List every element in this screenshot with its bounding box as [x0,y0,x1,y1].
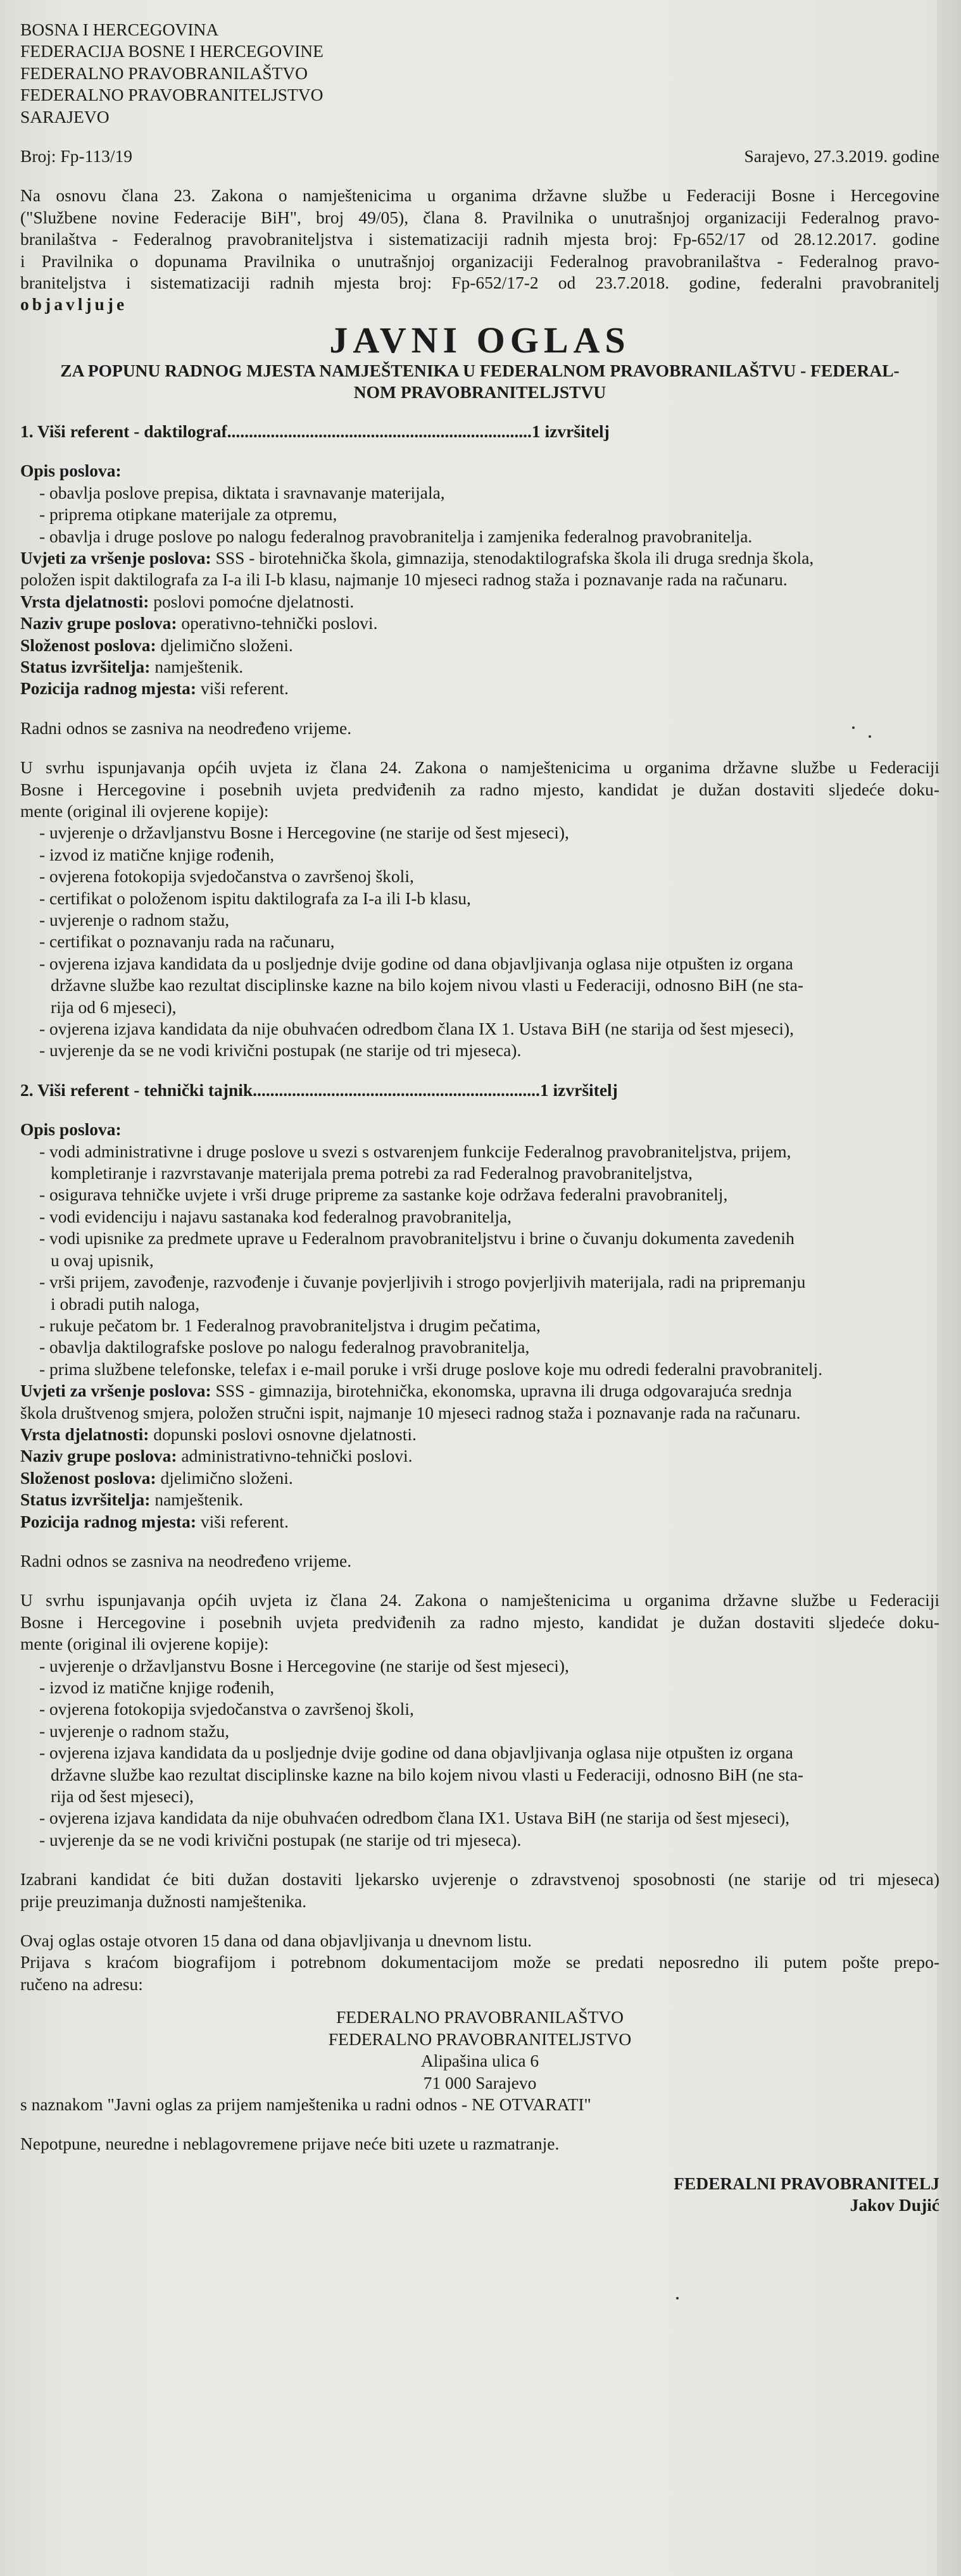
document-item: - ovjerena izjava kandidata da u posljednje dvije godine od dana objavljivanja oglasa nije otpušten iz organa [39,1743,793,1763]
employment-type: Radni odnos se zasniva na neodređeno vrijeme. [20,718,352,738]
position-heading: 2. Viši referent - tehnički tajnik..................................................................1 izvršitelj [20,1080,618,1100]
intro-line: braniteljstva i sistematizaciji radnih mjesta broj: Fp-652/17-2 od 23.7.2018. godine, federalni pravobranitelj [20,273,939,293]
job-position [20,678,939,699]
address-line: FEDERALNO PRAVOBRANILAŠTVO [336,2007,624,2027]
address-block [20,2007,939,2094]
job-position [20,1511,939,1533]
subtitle-line: ZA POPUNU RADNOG MJESTA NAMJEŠTENIKA U FEDERALNOM PRAVOBRANILAŠTVU - FEDERAL- [60,360,900,380]
job-position-label: Pozicija radnog mjesta: [20,1511,196,1531]
job-group-label: Naziv grupe poslova: [20,1446,177,1466]
complexity-label: Složenost poslova: [20,1467,156,1488]
job-position-label: Pozicija radnog mjesta: [20,678,196,699]
activity-type-value: poslovi pomoćne djelatnosti. [149,591,355,611]
document-item: - uvjerenje o državljanstvu Bosne i Hercegovine (ne starije od šest mjeseci), [39,823,569,843]
executor-status-value: namještenik. [150,1490,244,1510]
reference-number: Broj: Fp-113/19 [20,146,132,166]
opis-label: Opis poslova: [20,461,122,481]
executor-status [20,1489,939,1510]
duty-item: - rukuje pečatom br. 1 Federalnog pravobraniteljstva i drugim pečatima, [39,1315,541,1335]
requirements-label: Uvjeti za vršenje poslova: [20,1381,211,1401]
job-group [20,613,939,634]
document-item: - uvjerenje o radnom stažu, [39,1720,230,1741]
complexity-label: Složenost poslova: [20,635,156,655]
position-1 [20,421,939,1062]
complexity [20,635,939,656]
job-position-value: viši referent. [196,1511,289,1531]
requirements-text: SSS - gimnazija, birotehnička, ekonomska, upravna ili druga odgovarajuća srednja [211,1381,792,1401]
open-duration: Ovaj oglas ostaje otvoren 15 dana od dana objavljivanja u dnevnom listu. [20,1931,532,1951]
signature-block [20,2173,939,2217]
envelope-note: s naznakom "Javni oglas za prijem namještenika u radni odnos - NE OTVARATI" [20,2094,591,2114]
document-item-cont: rija od šest mjeseci), [51,1786,194,1807]
document-item: - izvod iz matične knjige rođenih, [39,1677,275,1697]
header-line: FEDERALNO PRAVOBRANILAŠTVO [20,63,308,83]
job-position-value: viši referent. [196,678,289,699]
conditions-line: U svrhu ispunjavanja općih uvjeta iz člana 24. Zakona o namještenicima u organima državne službe u Federaciji [20,757,939,778]
document-item-cont: rija od 6 mjeseci), [51,997,177,1017]
job-group-value: operativno-tehnički poslovi. [177,613,378,633]
print-speck [676,2297,679,2299]
address-line: FEDERALNO PRAVOBRANITELJSTVO [328,2029,632,2049]
address-line: 71 000 Sarajevo [423,2072,537,2093]
document-item: - certifikat o poznavanju rada na računaru, [39,931,335,952]
document-item: - uvjerenje o državljanstvu Bosne i Hercegovine (ne starije od šest mjeseci), [39,1655,569,1676]
document-date: Sarajevo, 27.3.2019. godine [744,146,939,166]
intro-line: branilaštva - Federalnog pravobraniteljstva i sistematizaciji radnih mjesta broj: Fp-652/17 od 28.12.2017. godine [20,229,939,249]
duty-item: - obavlja daktilografske poslove po nalogu federalnog pravobranitelja, [39,1337,530,1357]
document-item: - ovjerena izjava kandidata da u posljednje dvije godine od dana objavljivanja oglasa nije otpušten iz organa [39,953,793,973]
intro-line: Na osnovu člana 23. Zakona o namještenicima u organima državne službe u Federaciji Bosne i Hercegovine [20,185,939,206]
requirements-text: SSS - birotehnička škola, gimnazija, stenodaktilografska škola ili druga srednja škola, [211,547,814,568]
signatory-name: Jakov Dujić [850,2195,939,2215]
activity-type-label: Vrsta djelatnosti: [20,1424,149,1444]
document-item: - ovjerena izjava kandidata da nije obuhvaćen odredbom člana IX1. Ustava BiH (ne starija od šest mjeseci), [39,1808,790,1828]
activity-type [20,591,939,613]
application-line: ručeno na adresu: [20,1974,143,1994]
executor-status [20,656,939,678]
opis-label: Opis poslova: [20,1119,122,1140]
conditions-line: mente (original ili ovjerene kopije): [20,1634,269,1654]
document-item-cont: državne službe kao rezultat disciplinske kazne na bilo kojem nivou vlasti u Federaciji, odnosno BiH (ne sta- [51,1764,804,1784]
conditions-line: Bosne i Hercegovine i posebnih uvjeta predviđenih za radno mjesto, kandidat je dužan dostaviti sljedeće doku- [20,1612,939,1632]
document-item: - ovjerena fotokopija svjedočanstva o završenoj školi, [39,866,414,887]
header-line: FEDERACIJA BOSNE I HERCEGOVINE [20,41,323,61]
requirements-line [20,547,939,569]
header-line: BOSNA I HERCEGOVINA [20,20,219,39]
duty-item: - obavlja poslove prepisa, diktata i sravnavanje materijala, [39,482,445,502]
subtitle-line: NOM PRAVOBRANITELJSTVU [353,382,606,402]
document-item: - uvjerenje da se ne vodi krivični postupak (ne starije od tri mjeseca). [39,1829,522,1850]
duty-item: - vrši prijem, zavođenje, razvođenje i čuvanje povjerljivih i strogo povjerljivih materijala, radi na pripremanju [39,1272,806,1292]
duty-item: - pripremа otipkane materijale za otpremu, [39,504,337,525]
document-item: - uvjerenje da se ne vodi krivični postupak (ne starije od tri mjeseca). [39,1040,522,1061]
closing-section [20,1869,939,2216]
complexity [20,1467,939,1489]
requirements-line: škola društvenog smjera, položen stručni ispit, najmanje 10 mjeseci radnog staža i poznavanje rada na računaru. [20,1402,801,1422]
document-item: - ovjerena izjava kandidata da nije obuhvaćen odredbom člana IX 1. Ustava BiH (ne starija od šest mjeseci), [39,1019,794,1039]
application-line: Prijava s kraćom biografijom i potrebnom dokumentacijom može se predati neposredno ili putem pošte prepo- [20,1952,939,1972]
page-fold-edge [937,0,961,2576]
position-heading: 1. Viši referent - daktilograf......................................................................1 izvršitelj [20,421,610,441]
job-group-value: administrativno-tehnički poslovi. [177,1446,413,1466]
reference-row [20,146,939,167]
intro-paragraph [20,185,939,315]
conditions-line: Bosne i Hercegovine i posebnih uvjeta predviđenih za radno mjesto, kandidat je dužan dostaviti sljedeće doku- [20,779,939,799]
notice-title: JAVNI OGLAS [329,319,631,361]
document-item: - izvod iz matične knjige rođenih, [39,844,275,864]
executor-status-label: Status izvršitelja: [20,1490,151,1510]
duty-item: - vodi administrativne i druge poslove u svezi s ostvarenjem funkcije Federalnog pravobraniteljstva, prijem, [39,1141,791,1161]
document-item: - certifikat o položenom ispitu daktilografa za I-a ili I-b klasu, [39,888,471,908]
duty-item-cont: kompletiranje i razvrstavanje materijala prema potrebi za rad Federalnog pravobraniteljstva, [51,1163,693,1183]
incomplete-applications-note: Nepotpune, neuredne i neblagovremene prijave neće biti uzete u razmatranje. [20,2134,560,2154]
intro-line: i Pravilnika o dopunama Pravilnika o unutrašnjoj organizaciji Federalnog pravobranilaštva - Federalnog pravo- [20,251,939,271]
requirements-line: položen ispit daktilografa za I-a ili I-b klasu, najmanje 10 mjeseci radnog staža i poznavanje rada na računaru. [20,569,788,590]
document-item-cont: državne službe kao rezultat disciplinske kazne na bilo kojem nivou vlasti u Federaciji, odnosno BiH (ne sta- [51,975,804,995]
notice-subtitle [20,360,939,403]
signatory-title: FEDERALNI PRAVOBRANITELJ [674,2173,939,2193]
medical-certificate-line: prije preuzimanja dužnosti namještenika. [20,1891,307,1911]
executor-status-value: namještenik. [150,656,244,676]
requirements-line [20,1380,939,1402]
activity-type-value: dopunski poslovi osnovne djelatnosti. [149,1424,417,1444]
employment-type: Radni odnos se zasniva na neodređeno vrijeme. [20,1550,352,1571]
duty-item-cont: i obradi putih naloga, [51,1293,200,1314]
requirements-label: Uvjeti za vršenje poslova: [20,547,211,568]
job-group-label: Naziv grupe poslova: [20,613,177,633]
public-notice [20,19,939,2217]
intro-line: ("Službene novine Federacije BiH", broj 49/05), člana 8. Pravilnika o unutrašnjoj organizaciji Federalnog pravo- [20,207,939,227]
header-block [20,19,939,128]
document-item: - uvjerenje o radnom stažu, [39,910,230,930]
header-line: FEDERALNO PRAVOBRANITELJSTVO [20,85,323,105]
document-item: - ovjerena fotokopija svjedočanstva o završenoj školi, [39,1699,414,1719]
complexity-value: djelimično složeni. [156,635,293,655]
job-group [20,1445,939,1467]
position-2 [20,1080,939,1851]
activity-type-label: Vrsta djelatnosti: [20,591,149,611]
conditions-line: mente (original ili ovjerene kopije): [20,800,269,821]
complexity-value: djelimično složeni. [156,1467,293,1488]
duty-item-cont: u ovaj upisnik, [51,1250,154,1270]
activity-type [20,1424,939,1445]
address-line: Alipašina ulica 6 [420,2051,539,2071]
duty-item: - prima službene telefonske, telefax i e-mail poruke i vrši druge poslove koje mu odredi federalni pravobranitelj. [39,1359,823,1379]
conditions-line: U svrhu ispunjavanja općih uvjeta iz člana 24. Zakona o namještenicima u organima državne službe u Federaciji [20,1590,939,1610]
duty-item: - obavlja i druge poslove po nalogu federalnog pravobranitelja i zamjenika federalnog pravobranitelja. [39,526,753,546]
duty-item: - vodi evidenciju i najavu sastanaka kod federalnog pravobranitelja, [39,1206,512,1226]
duty-item: - osigurava tehničke uvjete i vrši druge pripreme za sastanke koje održava federalni pravobranitelj, [39,1185,728,1205]
header-line: SARAJEVO [20,106,110,127]
medical-certificate-line: Izabrani kandidat će biti dužan dostaviti ljekarsko uvjerenje o zdravstvenoj sposobnosti (ne starije od tri mjeseca) [20,1869,939,1889]
duty-item: - vodi upisnike za predmete uprave u Federalnom pravobraniteljstvu i brine o čuvanju dokumenta zavedenih [39,1228,795,1248]
objavljuje-word: objavljuje [20,294,128,314]
executor-status-label: Status izvršitelja: [20,656,151,676]
